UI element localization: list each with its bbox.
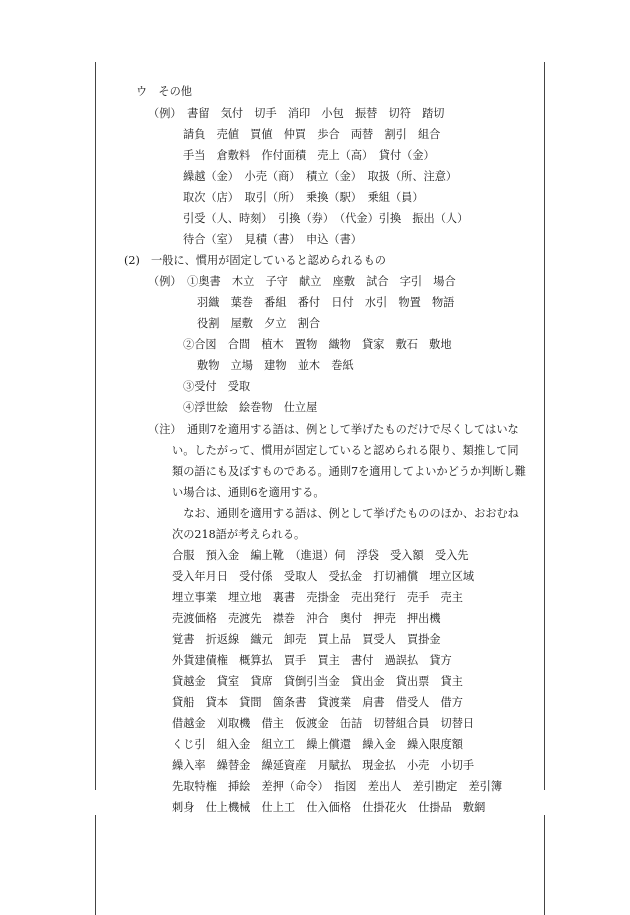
text-line: 売渡価格 売渡先 襟巻 沖合 奥付 押売 押出機 bbox=[172, 612, 441, 625]
text-line: 役割 屋敷 夕立 割合 bbox=[197, 317, 321, 330]
left-margin-rule-bottom bbox=[95, 815, 96, 915]
text-line: 貸船 貸本 貸間 箇条書 貸渡業 肩書 借受人 借方 bbox=[172, 696, 463, 709]
text-line: (2) 一般に、慣用が固定していると認められるもの bbox=[124, 254, 386, 267]
text-line: 次の218語が考えられる。 bbox=[172, 528, 306, 541]
text-line: なお、通則を適用する語は、例として挙げたもののほか、おおむね bbox=[172, 507, 519, 520]
text-line: 手当 倉敷料 作付面積 売上（高） 貸付（金） bbox=[183, 149, 435, 162]
text-line: （注） 通則7を適用する語は、例として挙げたものだけで尽くしてはいな bbox=[148, 423, 519, 436]
text-line: い。したがって、慣用が固定していると認められる限り、類推して同 bbox=[172, 444, 519, 457]
text-line: くじ引 組入金 組立工 繰上償還 繰入金 繰入限度額 bbox=[172, 738, 463, 751]
text-line: 繰越（金） 小売（商） 積立（金） 取扱（所、注意） bbox=[183, 170, 458, 183]
left-margin-rule-top bbox=[95, 62, 96, 790]
text-line: ウ その他 bbox=[136, 85, 192, 98]
text-line: 覚書 折返線 織元 卸売 買上品 買受人 買掛金 bbox=[172, 633, 441, 646]
text-line: 貸越金 貸室 貸席 貸倒引当金 貸出金 貸出票 貸主 bbox=[172, 675, 463, 688]
text-line: （例） 書留 気付 切手 消印 小包 振替 切符 踏切 bbox=[148, 107, 445, 120]
right-margin-rule-bottom bbox=[544, 815, 545, 915]
text-line: 埋立事業 埋立地 裏書 売掛金 売出発行 売手 売主 bbox=[172, 591, 463, 604]
text-line: 合服 預入金 編上靴 （進退）伺 浮袋 受入額 受入先 bbox=[172, 549, 469, 562]
text-line: 待合（室） 見積（書） 申込（書） bbox=[183, 233, 362, 246]
text-line: 羽織 葉巻 番組 番付 日付 水引 物置 物語 bbox=[197, 296, 455, 309]
text-line: 繰入率 繰替金 繰延資産 月賦払 現金払 小売 小切手 bbox=[172, 759, 475, 772]
text-line: 取次（店） 取引（所） 乗換（駅） 乗組（員） bbox=[183, 191, 424, 204]
text-line: 借越金 刈取機 借主 仮渡金 缶詰 切替組合員 切替日 bbox=[172, 717, 475, 730]
text-line: 類の語にも及ぼすものである。通則7を適用してよいかどうか判断し難 bbox=[172, 465, 526, 478]
text-line: 外貨建債権 概算払 買手 買主 書付 過誤払 貸方 bbox=[172, 654, 452, 667]
text-line: 引受（人、時刻） 引換（券） （代金）引換 振出（人） bbox=[183, 212, 469, 225]
text-line: 刺身 仕上機械 仕上工 仕入価格 仕掛花火 仕掛品 敷網 bbox=[172, 801, 486, 814]
text-line: ②合図 合間 植木 置物 織物 貸家 敷石 敷地 bbox=[183, 338, 452, 351]
right-margin-rule-top bbox=[544, 62, 545, 790]
text-line: 先取特権 挿絵 差押（命令） 指図 差出人 差引勘定 差引簿 bbox=[172, 780, 503, 793]
text-line: ④浮世絵 絵巻物 仕立屋 bbox=[183, 401, 318, 414]
text-line: 請負 売値 買値 仲買 歩合 両替 割引 組合 bbox=[183, 128, 441, 141]
text-line: ③受付 受取 bbox=[183, 380, 251, 393]
text-line: 敷物 立場 建物 並木 巻紙 bbox=[197, 359, 354, 372]
text-line: （例） ①奥書 木立 子守 献立 座敷 試合 字引 場合 bbox=[148, 275, 456, 288]
text-line: い場合は、通則6を適用する。 bbox=[172, 486, 325, 499]
text-line: 受入年月日 受付係 受取人 受払金 打切補償 埋立区域 bbox=[172, 570, 475, 583]
